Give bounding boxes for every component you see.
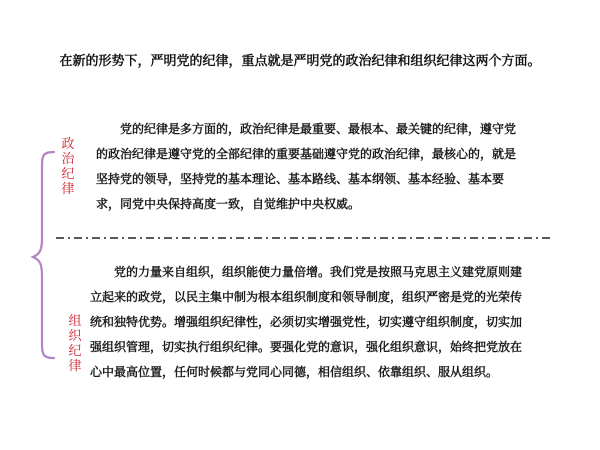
org-discipline-paragraph: 党的力量来自组织，组织能使力量倍增。我们党是按照马克思主义建党原则建立起来的政党，以民主集中制为根本组织制度和领导制度，组织严密是党的光荣传统和独特优势。增强组织纪律性，必须切实增强党性，切实遵守组织制度，切实加强组织管理，切实执行组织纪律。要强化党的意识，强化组织意识，始终把党放在心中最高位置，任何时候都与党同心同德，相信组织、依靠组织、服从组织。	[90, 265, 523, 379]
page-heading: 在新的形势下，严明党的纪律，重点就是严明党的政治纪律和组织纪律这两个方面。	[59, 54, 541, 69]
org-discipline-label: 组织纪律	[68, 314, 82, 374]
politic-discipline-paragraph: 党的纪律是多方面的，政治纪律是最重要、最根本、最关键的纪律，遵守党的政治纪律是遵守党的全部纪律的重要基础遵守党的政治纪律，最核心的，就是坚持党的领导，坚持党的基本理论、基本路线、基本纲领、基本经验、基本要求，同党中央保持高度一致，自觉维护中央权威。	[96, 122, 517, 211]
politic-discipline-label: 政治纪律	[61, 137, 75, 197]
section-divider	[56, 237, 552, 239]
